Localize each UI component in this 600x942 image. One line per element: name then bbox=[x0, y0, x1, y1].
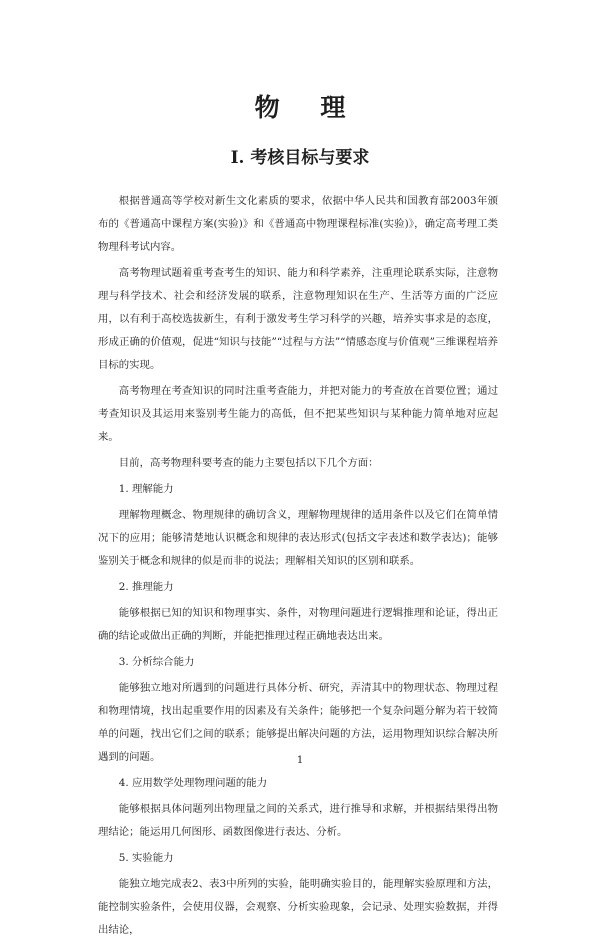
paragraph-abilities-list-intro: 目前，高考物理科要考查的能力主要包括以下几个方面： bbox=[118, 457, 379, 469]
paragraph-reasoning: 能够根据已知的知识和物理事实、条件，对物理问题进行逻辑推理和论证，得出正确的结论或做出正确的判断，并能把推理过程正确地表达出来。 bbox=[98, 607, 498, 642]
page-number: 1 bbox=[296, 755, 304, 766]
heading-reasoning: 2. 推理能力 bbox=[118, 581, 174, 593]
page-title: 物 理 bbox=[254, 93, 362, 122]
heading-analysis: 3. 分析综合能力 bbox=[118, 656, 195, 668]
paragraph-focus: 高考物理试题着重考查考生的知识、能力和科学素养，注重理论联系实际，注意物理与科学技术、社会和经济发展的联系，注意物理知识在生产、生活等方面的广泛应用，以有利于高校选拔新生，有利于激发考生学习科学的兴趣，培养实事求是的态度，形成正确的价值观，促进“知识与技能”“过程与方法”“情感态度与价值观”三维课程培养目标的实现。 bbox=[98, 267, 498, 371]
heading-experiment: 5. 实验能力 bbox=[118, 852, 174, 864]
section-title: Ⅰ. 考核目标与要求 bbox=[230, 148, 370, 168]
paragraph-intro: 根据普通高等学校对新生文化素质的要求，依据中华人民共和国教育部2003年颁布的《普通高中课程方案(实验)》和《普通高中物理课程标准(实验)》，确定高考理工类物理科考试内容。 bbox=[98, 195, 498, 253]
document-body bbox=[98, 190, 498, 942]
paragraph-math: 能够根据具体问题列出物理量之间的关系式，进行推导和求解，并根据结果得出物理结论；能运用几何图形、函数图像进行表达、分析。 bbox=[98, 803, 498, 838]
heading-math: 4. 应用数学处理物理问题的能力 bbox=[118, 777, 268, 789]
paragraph-understanding: 理解物理概念、物理规律的确切含义，理解物理规律的适用条件以及它们在简单情况下的应用；能够清楚地认识概念和规律的表达形式(包括文字表述和数学表达)；能够鉴别关于概念和规律的似是而非的说法；理解相关知识的区别和联系。 bbox=[98, 509, 498, 567]
heading-understanding: 1. 理解能力 bbox=[118, 483, 174, 495]
paragraph-ability: 高考物理在考查知识的同时注重考查能力，并把对能力的考查放在首要位置；通过考查知识及其运用来鉴别考生能力的高低，但不把某些知识与某种能力简单地对应起来。 bbox=[98, 385, 498, 443]
paragraph-analysis: 能够独立地对所遇到的问题进行具体分析、研究，弄清其中的物理状态、物理过程和物理情境，找出起重要作用的因素及有关条件；能够把一个复杂问题分解为若干较简单的问题，找出它们之间的联系；能够提出解决问题的方法，运用物理知识综合解决所遇到的问题。 bbox=[98, 682, 498, 763]
paragraph-experiment: 能独立地完成表2、表3中所列的实验，能明确实验目的，能理解实验原理和方法，能控制实验条件，会使用仪器，会观察、分析实验现象，会记录、处理实验数据，并得出结论， bbox=[98, 878, 498, 936]
